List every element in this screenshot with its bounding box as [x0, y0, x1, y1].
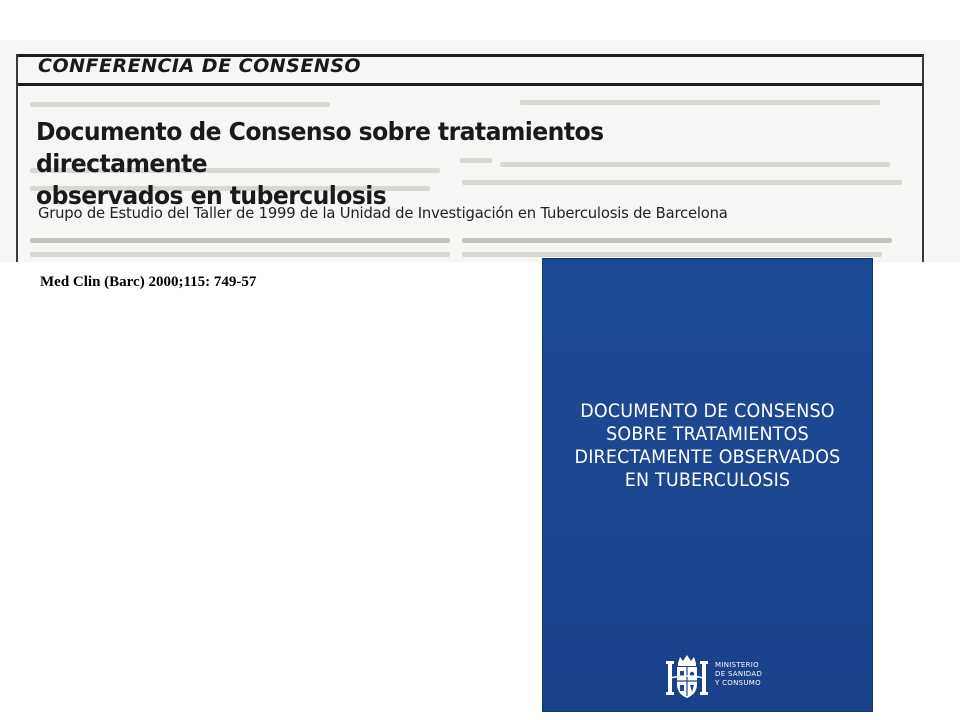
bleed-through-text	[30, 252, 450, 257]
publisher-line: DE SANIDAD	[715, 670, 763, 678]
bleed-through-text	[30, 102, 330, 107]
cover-title-line: EN TUBERCULOSIS	[624, 469, 791, 491]
publisher-line: Y CONSUMO	[715, 679, 761, 687]
bleed-through-text	[462, 252, 882, 257]
right-border-rule	[922, 54, 924, 262]
bleed-through-text	[30, 238, 450, 243]
article-authors: Grupo de Estudio del Taller de 1999 de la Unidad de Investigación en Tuberculosis de Barcelona	[38, 204, 728, 222]
cover-title-line: DOCUMENTO DE CONSENSO	[580, 400, 835, 422]
cover-title	[542, 400, 873, 492]
section-rule	[18, 83, 922, 86]
article-title-line: Documento de Consenso sobre tratamientos directamente	[36, 117, 604, 178]
article-title	[36, 116, 750, 212]
section-label: CONFERENCIA DE CONSENSO	[38, 55, 362, 77]
scanned-article-header	[0, 40, 960, 262]
bleed-through-text	[462, 238, 892, 243]
coat-of-arms-icon	[666, 654, 708, 700]
publisher-line: MINISTERIO	[715, 661, 759, 669]
journal-citation: Med Clin (Barc) 2000;115: 749-57	[40, 274, 257, 290]
article-title-line: observados en tuberculosis	[36, 181, 387, 210]
publisher-name	[715, 661, 762, 688]
bleed-through-text	[520, 100, 880, 105]
cover-title-line: SOBRE TRATAMIENTOS	[606, 423, 809, 445]
cover-title-line: DIRECTAMENTE OBSERVADOS	[574, 446, 841, 468]
booklet-cover	[542, 258, 873, 712]
